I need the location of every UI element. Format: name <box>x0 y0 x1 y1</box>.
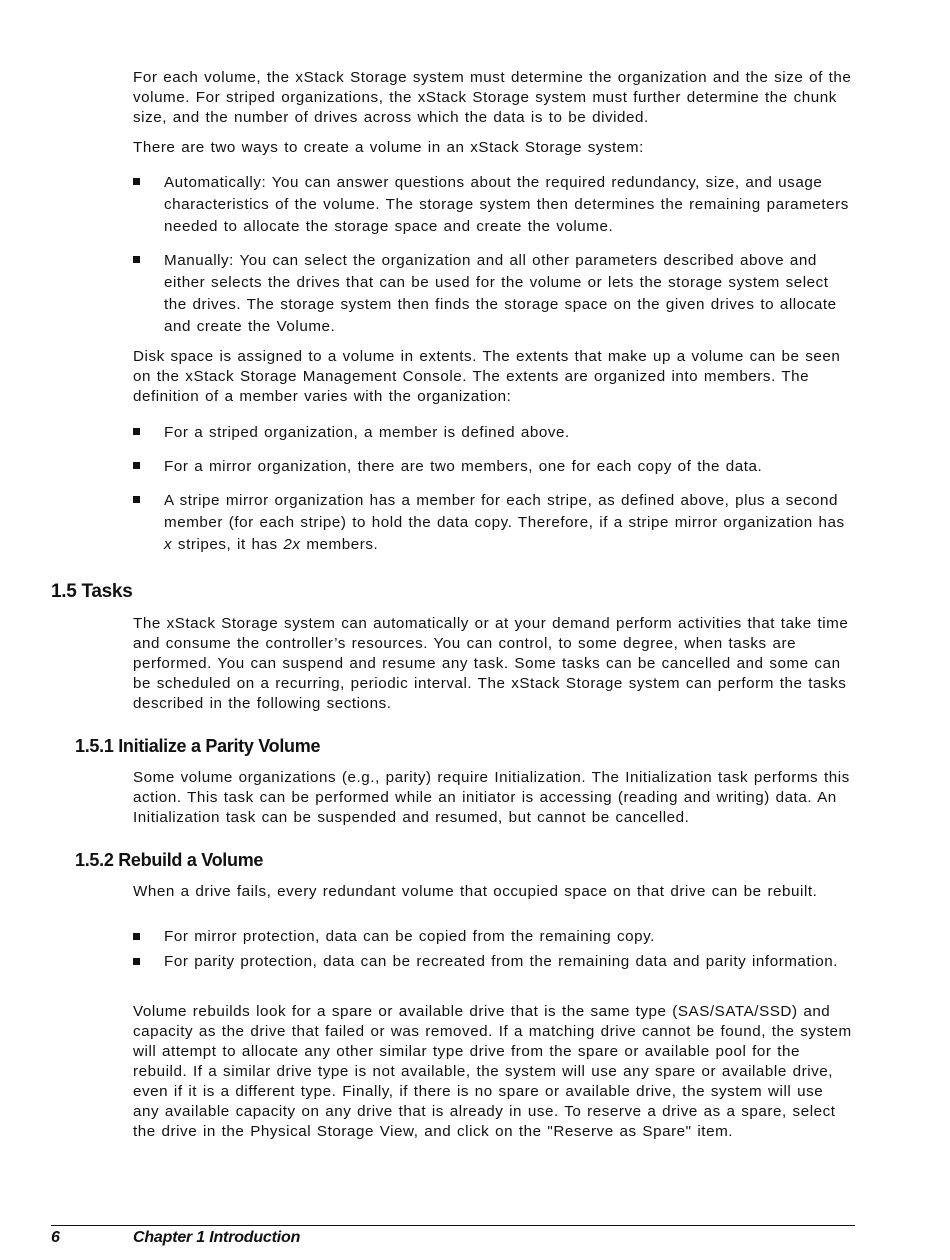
rebuild-paragraph-1: When a drive fails, every redundant volume that occupied space on that drive can be rebuilt. <box>133 883 818 900</box>
section-heading-tasks: 1.5 Tasks <box>51 581 133 602</box>
bullet-text: For mirror protection, data can be copied from the remaining copy. <box>164 928 655 945</box>
bullet-square-icon <box>133 428 140 435</box>
intro-paragraph-1: For each volume, the xStack Storage system must determine the organization and the size of the volume. For striped organizations, the xStack Storage system must further determine the chunk size, and the number of drives across which the data is to be divided. <box>133 69 852 126</box>
bullet-text: A stripe mirror organization has a member for each stripe, as defined above, plus a second member (for each stripe) to hold the data copy. Therefore, if a stripe mirror organization has x stripes, it has 2x members. <box>164 492 845 553</box>
subsection-heading-rebuild: 1.5.2 Rebuild a Volume <box>75 850 264 870</box>
rebuild-paragraph-2: Volume rebuilds look for a spare or available drive that is the same type (SAS/SATA/SSD) and capacity as the drive that failed or was removed. If a matching drive cannot be found, the system will attempt to allocate any other similar type drive from the spare or available pool for the rebuild. If a similar drive type is not available, the system will use any spare or available drive, even if it is a different type. Finally, if there is no spare or available drive, the system will use any available capacity on any drive that is already in use. To reserve a drive as a spare, select the drive in the Physical Storage View, and click on the "Reserve as Spare" item. <box>133 1003 852 1140</box>
initialize-paragraph: Some volume organizations (e.g., parity) require Initialization. The Initialization task performs this action. This task can be performed while an initiator is accessing (reading and writing) data. An Initialization task can be suspended and resumed, but cannot be cancelled. <box>133 769 850 826</box>
bullet-square-icon <box>133 958 140 965</box>
bullet-square-icon <box>133 933 140 940</box>
bullet-square-icon <box>133 256 140 263</box>
intro-paragraph-3: Disk space is assigned to a volume in extents. The extents that make up a volume can be seen on the xStack Storage Management Console. The extents are organized into members. The definition of a member varies with the organization: <box>133 348 841 405</box>
intro-paragraph-2: There are two ways to create a volume in an xStack Storage system: <box>133 139 644 156</box>
tasks-paragraph: The xStack Storage system can automatically or at your demand perform activities that take time and consume the controller’s resources. You can control, to some degree, when tasks are performed. You can suspend and resume any task. Some tasks can be cancelled and some can be scheduled on a recurring, periodic interval. The xStack Storage system can perform the tasks described in the following sections. <box>133 615 849 712</box>
bullet-text: Automatically: You can answer questions about the required redundancy, size, and usage characteristics of the volume. The storage system then determines the remaining parameters needed to allocate the storage space and create the volume. <box>164 174 849 235</box>
chapter-title: Chapter 1 Introduction <box>133 1229 301 1246</box>
bullet-text: For parity protection, data can be recreated from the remaining data and parity information. <box>164 953 838 970</box>
subsection-heading-initialize: 1.5.1 Initialize a Parity Volume <box>75 736 321 756</box>
bullet-square-icon <box>133 496 140 503</box>
footer-divider <box>51 1225 855 1226</box>
bullet-text: Manually: You can select the organization and all other parameters described above and either selects the drives that can be used for the volume or lets the storage system select the drives. The storage system then finds the storage space on the given drives to allocate and create the Volume. <box>164 252 837 335</box>
bullet-square-icon <box>133 462 140 469</box>
bullet-text: For a mirror organization, there are two members, one for each copy of the data. <box>164 458 763 475</box>
bullet-text: For a striped organization, a member is defined above. <box>164 424 570 441</box>
page-number: 6 <box>51 1229 60 1246</box>
bullet-square-icon <box>133 178 140 185</box>
